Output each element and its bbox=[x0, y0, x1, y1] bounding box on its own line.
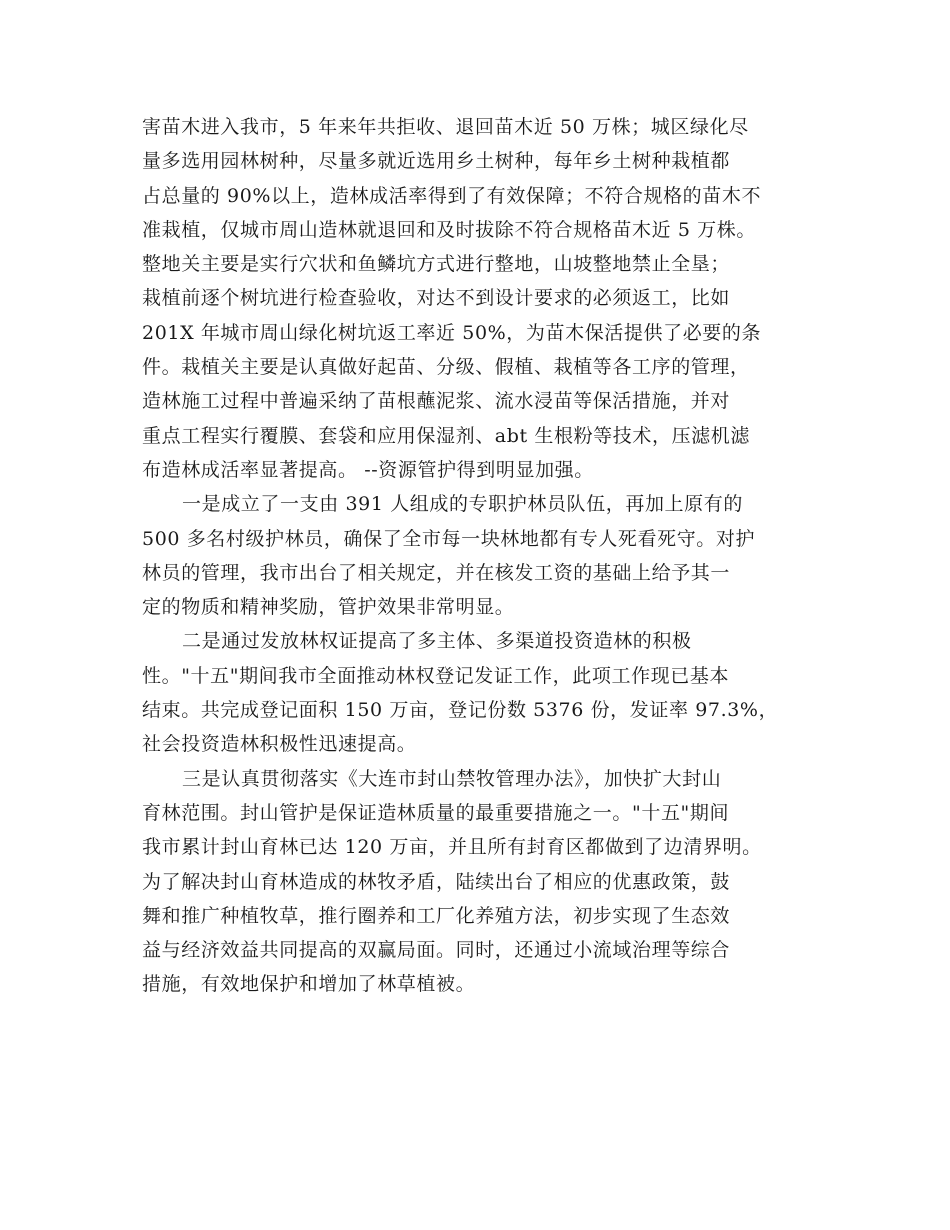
text-line: 性。"十五"期间我市全面推动林权登记发证工作，此项工作现已基本 bbox=[142, 664, 730, 687]
text-line: 结束。共完成登记面积 150 万亩，登记份数 5376 份，发证率 97.3%， bbox=[142, 699, 779, 722]
paragraph-first-line: 一是成立了一支由 391 人组成的专职护林员队伍，再加上原有的 bbox=[182, 493, 743, 516]
text-line: 我市累计封山育林已达 120 万亩，并且所有封育区都做到了边清界明。 bbox=[142, 836, 762, 859]
text-line: 害苗木进入我市，5 年来年共拒收、退回苗木近 50 万株；城区绿化尽 bbox=[142, 116, 749, 138]
text-line: 500 多名村级护林员，确保了全市每一块林地都有专人死看死守。对护 bbox=[142, 527, 756, 550]
text-line: 益与经济效益共同提高的双赢局面。同时，还通过小流域治理等综合 bbox=[142, 939, 731, 962]
text-line: 育林范围。封山管护是保证造林质量的最重要措施之一。"十五"期间 bbox=[142, 801, 730, 824]
text-line: 布造林成活率显著提高。 --资源管护得到明显加强。 bbox=[142, 458, 594, 481]
paragraph-first-line: 三是认真贯彻落实《大连市封山禁牧管理办法》，加快扩大封山 bbox=[182, 767, 722, 790]
text-line: 措施，有效地保护和增加了林草植被。 bbox=[142, 973, 476, 996]
text-line: 定的物质和精神奖励，管护效果非常明显。 bbox=[142, 596, 515, 619]
text-line: 占总量的 90%以上，造林成活率得到了有效保障；不符合规格的苗木不 bbox=[142, 184, 762, 207]
text-line: 栽植前逐个树坑进行检查验收，对达不到设计要求的必须返工，比如 bbox=[142, 287, 731, 310]
text-line: 整地关主要是实行穴状和鱼鳞坑方式进行整地，山坡整地禁止全垦； bbox=[142, 253, 731, 276]
text-line: 造林施工过程中普遍采纳了苗根蘸泥浆、流水浸苗等保活措施，并对 bbox=[142, 390, 731, 413]
text-line: 舞和推广种植牧草，推行圈养和工厂化养殖方法，初步实现了生态效 bbox=[142, 904, 731, 927]
body-text bbox=[142, 110, 810, 1002]
text-line: 社会投资造林积极性迅速提高。 bbox=[142, 733, 417, 756]
text-line: 件。栽植关主要是认真做好起苗、分级、假植、栽植等各工序的管理， bbox=[142, 356, 750, 379]
text-line: 重点工程实行覆膜、套袋和应用保湿剂、abt 生根粉等技术，压滤机滤 bbox=[142, 424, 750, 447]
text-line: 为了解决封山育林造成的林牧矛盾，陆续出台了相应的优惠政策，鼓 bbox=[142, 870, 731, 893]
text-line: 量多选用园林树种，尽量多就近选用乡土树种，每年乡土树种栽植都 bbox=[142, 150, 731, 173]
paragraph-first-line: 二是通过发放林权证提高了多主体、多渠道投资造林的积极 bbox=[182, 630, 692, 653]
text-line: 准栽植，仅城市周山造林就退回和及时拔除不符合规格苗木近 5 万株。 bbox=[142, 218, 756, 241]
text-line: 201X 年城市周山绿化树坑返工率近 50%，为苗木保活提供了必要的条 bbox=[142, 321, 762, 344]
text-line: 林员的管理，我市出台了相关规定，并在核发工资的基础上给予其一 bbox=[142, 561, 731, 584]
